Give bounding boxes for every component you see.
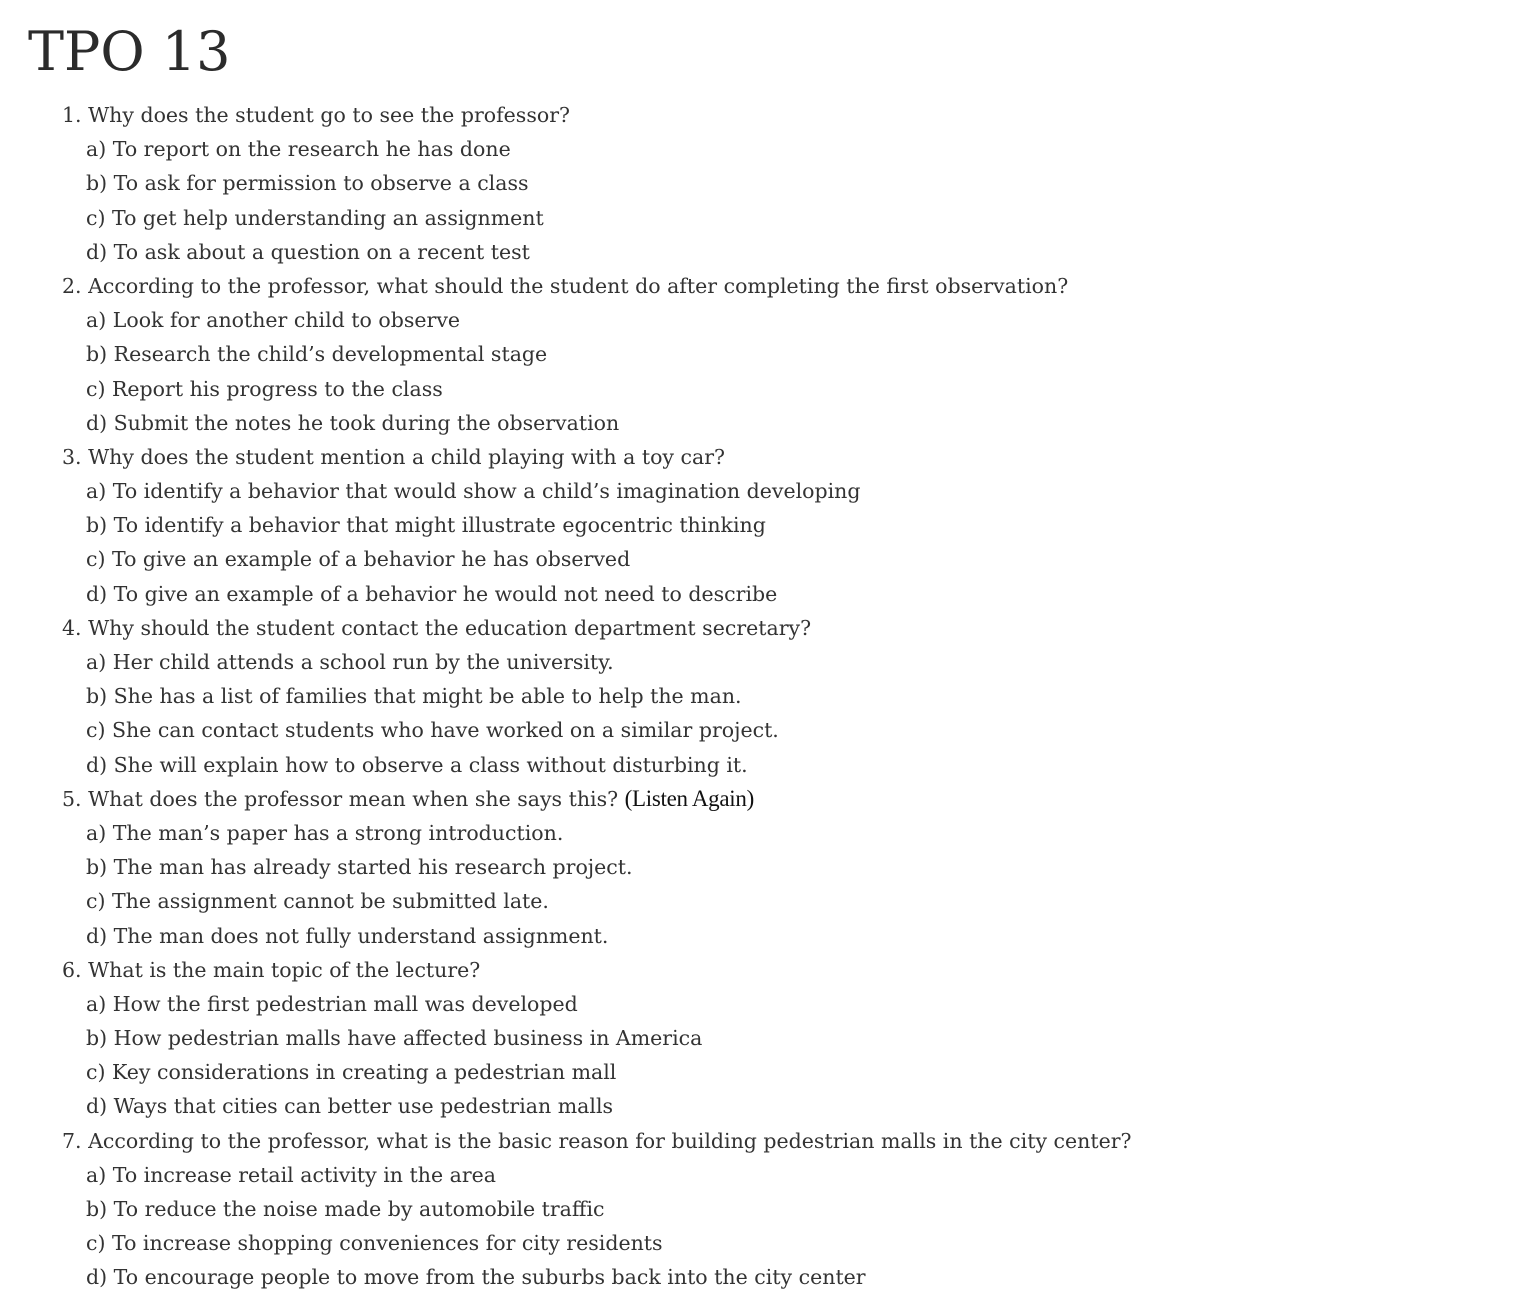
question-number: 6.	[62, 957, 82, 982]
option-d: d) The man does not fully understand assignment.	[86, 923, 609, 948]
option-d: d) She will explain how to observe a class without disturbing it.	[86, 752, 748, 777]
option-a: a) The man’s paper has a strong introduction.	[86, 820, 564, 845]
question-6	[62, 953, 1132, 1124]
question-prompt: Why does the student mention a child playing with a toy car?	[88, 444, 726, 469]
question-number: 2.	[62, 273, 82, 298]
option-c: c) The assignment cannot be submitted late.	[86, 889, 549, 914]
question-text	[62, 782, 1132, 816]
question-1	[62, 98, 1132, 269]
question-text	[62, 953, 1132, 987]
option-c: c) She can contact students who have worked on a similar project.	[86, 718, 779, 743]
question-prompt: According to the professor, what is the basic reason for building pedestrian malls in the city center?	[88, 1128, 1132, 1153]
question-4	[62, 611, 1132, 782]
option-a: a) How the first pedestrian mall was developed	[86, 991, 578, 1016]
option-b: b) To ask for permission to observe a class	[86, 171, 529, 196]
option-b: b) To reduce the noise made by automobile traffic	[86, 1197, 605, 1221]
question-number: 4.	[62, 615, 82, 640]
question-text	[62, 269, 1132, 303]
option-a: a) To identify a behavior that would show a child’s imagination developing	[86, 479, 861, 504]
option-d: d) To ask about a question on a recent test	[86, 239, 530, 264]
question-5	[62, 782, 1132, 953]
option-d: d) To give an example of a behavior he would not need to describe	[86, 581, 778, 606]
question-3	[62, 440, 1132, 611]
question-prompt: Why should the student contact the education department secretary?	[88, 615, 812, 640]
option-d: d) Ways that cities can better use pedestrian malls	[86, 1094, 614, 1119]
option-b: b) How pedestrian malls have affected business in America	[86, 1026, 703, 1051]
question-2	[62, 269, 1132, 440]
question-text	[62, 440, 1132, 474]
question-text	[62, 98, 1132, 132]
page-title: TPO 13	[28, 20, 231, 83]
option-d: d) To encourage people to move from the suburbs back into the city center	[86, 1265, 866, 1290]
option-a: a) Look for another child to observe	[86, 308, 461, 333]
question-text	[62, 1124, 1132, 1158]
question-number: 5.	[62, 786, 82, 811]
question-prompt: What is the main topic of the lecture?	[88, 957, 481, 982]
question-text	[62, 611, 1132, 645]
question-number: 1.	[62, 103, 82, 127]
option-c: c) To increase shopping conveniences for city residents	[86, 1231, 663, 1256]
question-number: 7.	[62, 1128, 82, 1153]
option-b: b) The man has already started his research project.	[86, 855, 633, 880]
question-number: 3.	[62, 444, 82, 469]
option-b: b) She has a list of families that might be able to help the man.	[86, 684, 742, 709]
question-prompt: Why does the student go to see the professor?	[88, 103, 570, 127]
option-c: c) Key considerations in creating a pedestrian mall	[86, 1060, 617, 1085]
option-b: b) Research the child’s developmental stage	[86, 342, 548, 367]
option-a: a) Her child attends a school run by the university.	[86, 650, 614, 674]
option-c: c) To give an example of a behavior he has observed	[86, 547, 631, 572]
option-c: c) Report his progress to the class	[86, 376, 443, 401]
question-list	[62, 98, 1132, 1295]
question-7	[62, 1124, 1132, 1295]
listen-again-link[interactable]: (Listen Again)	[624, 785, 754, 811]
option-d: d) Submit the notes he took during the observation	[86, 410, 620, 435]
question-prompt: What does the professor mean when she says this?	[88, 786, 619, 811]
option-a: a) To increase retail activity in the area	[86, 1162, 496, 1187]
question-prompt: According to the professor, what should the student do after completing the first observation?	[88, 273, 1069, 298]
option-b: b) To identify a behavior that might illustrate egocentric thinking	[86, 513, 766, 538]
option-a: a) To report on the research he has done	[86, 137, 511, 162]
option-c: c) To get help understanding an assignment	[86, 205, 544, 230]
